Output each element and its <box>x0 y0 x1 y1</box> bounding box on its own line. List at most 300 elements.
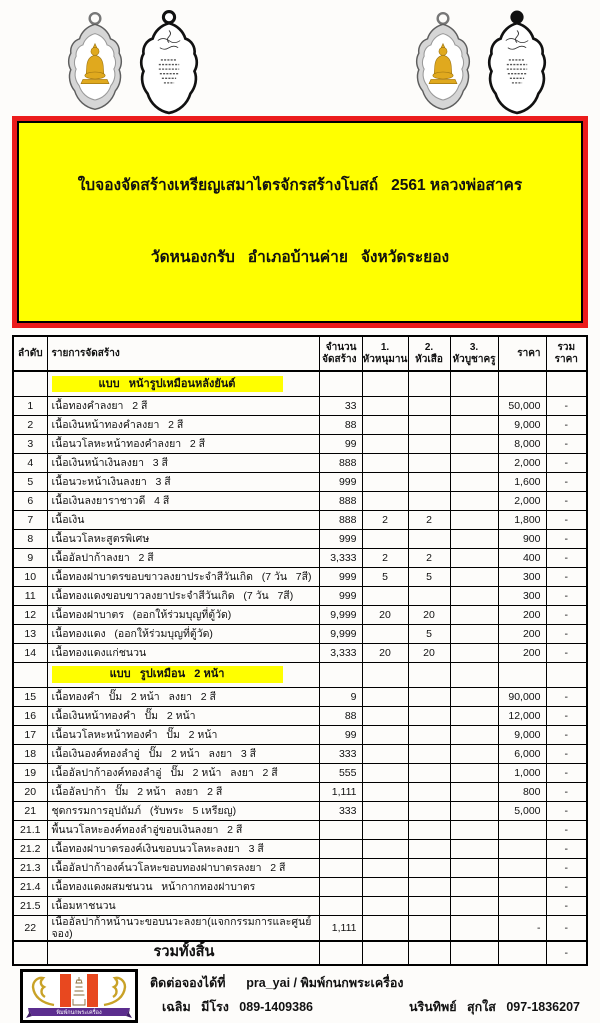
cell-item: พื้นนวโลหะองค์ทองลำอู่ขอบเงินลงยา 2 สี <box>47 820 319 839</box>
cell-c3 <box>450 586 498 605</box>
cell-c1 <box>362 472 408 491</box>
cell-total: - <box>546 396 587 415</box>
cell-no: 11 <box>13 586 47 605</box>
cell-price: 1,800 <box>498 510 546 529</box>
cell-no: 21 <box>13 801 47 820</box>
cell-price <box>498 820 546 839</box>
cell-qty: 9,999 <box>319 605 362 624</box>
cell-total: - <box>546 434 587 453</box>
cell-qty: 3,333 <box>319 643 362 662</box>
cell-no: 21.3 <box>13 858 47 877</box>
section-label: แบบ รูปเหมือน 2 หน้า <box>52 666 283 683</box>
cell-no: 9 <box>13 548 47 567</box>
cell-no: 21.4 <box>13 877 47 896</box>
item-row <box>13 687 587 706</box>
cell-c2 <box>408 396 450 415</box>
cell-c2 <box>408 453 450 472</box>
cell-qty: 1,111 <box>319 782 362 801</box>
cell-no: 22 <box>13 915 47 941</box>
cell-total: - <box>546 548 587 567</box>
cell-c1: 20 <box>362 643 408 662</box>
item-row <box>13 820 587 839</box>
cell-no: 12 <box>13 605 47 624</box>
cell-total: - <box>546 839 587 858</box>
item-row <box>13 643 587 662</box>
cell-price: 50,000 <box>498 396 546 415</box>
column-header-c1: 1. หัวหนุมาน <box>362 336 408 371</box>
cell-price: 800 <box>498 782 546 801</box>
item-row <box>13 510 587 529</box>
cell-c1 <box>362 415 408 434</box>
cell-no: 19 <box>13 763 47 782</box>
item-row <box>13 725 587 744</box>
cell-no: 14 <box>13 643 47 662</box>
cell-item: เนื้ออัลปาก้าลงยา 2 สี <box>47 548 319 567</box>
cell-c1 <box>362 896 408 915</box>
cell-total: - <box>546 782 587 801</box>
column-header-c2: 2. หัวเสือ <box>408 336 450 371</box>
cell-item: เนื้อทองแดงแก่ชนวน <box>47 643 319 662</box>
cell-c1 <box>362 820 408 839</box>
cell-item: เนื้อนวะหน้าเงินลงยา 3 สี <box>47 472 319 491</box>
cell-item: เนื้อเงินหน้าทองคำลงยา 2 สี <box>47 415 319 434</box>
cell-c1 <box>362 662 408 687</box>
cell-no: 21.5 <box>13 896 47 915</box>
cell-qty <box>319 820 362 839</box>
cell-qty: 333 <box>319 744 362 763</box>
contact-person-left: เฉลิม มีโรง 089-1409386 <box>162 999 313 1014</box>
cell-item: เนื้อเงินหน้าทองคำ ปั๊ม 2 หน้า <box>47 706 319 725</box>
cell-price: 12,000 <box>498 706 546 725</box>
cell-total: - <box>546 415 587 434</box>
cell-item: เนื้อทองแดงผสมชนวน หน้ากากทองฝาบาตร <box>47 877 319 896</box>
cell-c3 <box>450 472 498 491</box>
cell-c1 <box>362 858 408 877</box>
logo-ribbon-text: พิมพ์กนกพระเครื่อง <box>56 1009 102 1016</box>
cell-c3 <box>450 782 498 801</box>
cell-price: 2,000 <box>498 453 546 472</box>
cell-c3 <box>450 491 498 510</box>
cell-total: - <box>546 820 587 839</box>
item-row <box>13 744 587 763</box>
total-cell-price <box>498 941 546 965</box>
cell-qty <box>319 896 362 915</box>
cell-c1 <box>362 839 408 858</box>
cell-c2: 2 <box>408 510 450 529</box>
cell-c1 <box>362 801 408 820</box>
cell-c3 <box>450 896 498 915</box>
cell-c3 <box>450 706 498 725</box>
cell-c1: 2 <box>362 548 408 567</box>
cell-item: เนื้ออัลปาก้าองค์นวโลหะขอบทองฝาบาตรลงยา 2 สี <box>47 858 319 877</box>
item-row <box>13 586 587 605</box>
item-row <box>13 801 587 820</box>
cell-c2 <box>408 858 450 877</box>
cell-total: - <box>546 801 587 820</box>
cell-total: - <box>546 877 587 896</box>
cell-total: - <box>546 586 587 605</box>
item-row <box>13 396 587 415</box>
cell-total: - <box>546 567 587 586</box>
cell-c2: 20 <box>408 605 450 624</box>
item-row <box>13 915 587 941</box>
cell-c2 <box>408 820 450 839</box>
item-row <box>13 782 587 801</box>
cell-c1 <box>362 706 408 725</box>
cell-no: 7 <box>13 510 47 529</box>
item-row <box>13 896 587 915</box>
cell-price: 90,000 <box>498 687 546 706</box>
cell-c1 <box>362 915 408 941</box>
cell-price: 9,000 <box>498 415 546 434</box>
cell-qty: 33 <box>319 396 362 415</box>
cell-c3 <box>450 687 498 706</box>
cell-c2 <box>408 586 450 605</box>
cell-c2 <box>408 763 450 782</box>
cell-total: - <box>546 491 587 510</box>
cell-item: เนื้อเงินองค์ทองลำอู่ ปั๊ม 2 หน้า ลงยา 3 สี <box>47 744 319 763</box>
total-cell-c1 <box>362 941 408 965</box>
cell-total: - <box>546 510 587 529</box>
cell-price: 8,000 <box>498 434 546 453</box>
cell-item: เนื้อนวโลหะสูตรพิเศษ <box>47 529 319 548</box>
cell-price: 9,000 <box>498 725 546 744</box>
cell-c3 <box>450 662 498 687</box>
cell-c3 <box>450 548 498 567</box>
cell-c2: 20 <box>408 643 450 662</box>
cell-qty: 88 <box>319 415 362 434</box>
cell-item: เนื้อนวโลหะหน้าทองคำ ปั๊ม 2 หน้า <box>47 725 319 744</box>
item-row <box>13 453 587 472</box>
cell-total <box>546 371 587 396</box>
cell-no: 5 <box>13 472 47 491</box>
total-cell-item: รวมทั้งสิ้น <box>47 941 319 965</box>
cell-price: 900 <box>498 529 546 548</box>
cell-price: 300 <box>498 567 546 586</box>
item-row <box>13 624 587 643</box>
cell-c1 <box>362 453 408 472</box>
cell-item: เนื้อทองฝาบาตรขอบขาวลงยาประจำสีวันเกิด (7 วัน 7สี) <box>47 567 319 586</box>
cell-c1 <box>362 763 408 782</box>
cell-c3 <box>450 801 498 820</box>
column-header-c3: 3. หัวบูชาครู <box>450 336 498 371</box>
total-row <box>13 941 587 965</box>
cell-total: - <box>546 915 587 941</box>
cell-total: - <box>546 624 587 643</box>
cell-c3 <box>450 915 498 941</box>
cell-no: 3 <box>13 434 47 453</box>
contact-block <box>150 969 580 1017</box>
cell-c3 <box>450 763 498 782</box>
item-row <box>13 548 587 567</box>
cell-item: เนื้อทองคำ ปั๊ม 2 หน้า ลงยา 2 สี <box>47 687 319 706</box>
cell-c2 <box>408 782 450 801</box>
amulet-back-image <box>138 9 200 115</box>
item-row <box>13 706 587 725</box>
footer <box>0 966 600 1023</box>
cell-c3 <box>450 643 498 662</box>
header-row <box>13 336 587 371</box>
cell-c3 <box>450 744 498 763</box>
cell-item: เนื้อทองแดงขอบขาวลงยาประจำสีวันเกิด (7 วัน 7สี) <box>47 586 319 605</box>
cell-total: - <box>546 605 587 624</box>
cell-c3 <box>450 371 498 396</box>
cell-price: 200 <box>498 643 546 662</box>
cell-price <box>498 839 546 858</box>
cell-c2 <box>408 839 450 858</box>
cell-no: 4 <box>13 453 47 472</box>
cell-c1 <box>362 725 408 744</box>
cell-no: 1 <box>13 396 47 415</box>
cell-c2 <box>408 877 450 896</box>
cell-c1 <box>362 744 408 763</box>
cell-c1: 5 <box>362 567 408 586</box>
cell-qty <box>319 858 362 877</box>
cell-c2: 5 <box>408 624 450 643</box>
item-row <box>13 605 587 624</box>
amulet-front-image <box>66 9 124 113</box>
cell-c1 <box>362 434 408 453</box>
cell-c2 <box>408 491 450 510</box>
cell-total: - <box>546 896 587 915</box>
cell-total: - <box>546 687 587 706</box>
cell-no: 8 <box>13 529 47 548</box>
cell-c2 <box>408 896 450 915</box>
banner-line1: ใบจองจัดสร้างเหรียญเสมาไตรจักรสร้างโบสถ์ 2561 หลวงพ่อสาคร <box>77 177 523 195</box>
item-row <box>13 491 587 510</box>
cell-c1 <box>362 687 408 706</box>
cell-price <box>498 371 546 396</box>
item-row <box>13 763 587 782</box>
cell-qty: 1,111 <box>319 915 362 941</box>
cell-c3 <box>450 434 498 453</box>
column-header-price: ราคา <box>498 336 546 371</box>
cell-price: - <box>498 915 546 941</box>
item-row <box>13 858 587 877</box>
cell-price: 1,600 <box>498 472 546 491</box>
order-table <box>12 335 588 966</box>
cell-c3 <box>450 725 498 744</box>
title-banner <box>12 116 588 328</box>
cell-total: - <box>546 643 587 662</box>
cell-qty <box>319 371 362 396</box>
column-header-total: รวมราคา <box>546 336 587 371</box>
cell-qty: 888 <box>319 491 362 510</box>
cell-item: เนื้อนวโลหะหน้าทองคำลงยา 2 สี <box>47 434 319 453</box>
cell-c1: 2 <box>362 510 408 529</box>
cell-qty: 88 <box>319 706 362 725</box>
cell-item <box>47 371 319 396</box>
cell-qty <box>319 839 362 858</box>
cell-c2 <box>408 662 450 687</box>
total-cell-qty <box>319 941 362 965</box>
cell-item: เนื้ออัลปาก้าหน้านวะขอบนวะลงยา(แจกกรรมการและศูนย์จอง) <box>47 915 319 941</box>
cell-c1 <box>362 371 408 396</box>
cell-qty: 555 <box>319 763 362 782</box>
cell-price: 6,000 <box>498 744 546 763</box>
item-row <box>13 877 587 896</box>
cell-c2 <box>408 744 450 763</box>
cell-qty: 99 <box>319 725 362 744</box>
cell-total <box>546 662 587 687</box>
amulet-back-image <box>486 9 548 115</box>
cell-qty: 888 <box>319 453 362 472</box>
column-header-no: ลำดับ <box>13 336 47 371</box>
contact-person-right: นรินทิพย์ สุกใส 097-1836207 <box>408 999 580 1014</box>
item-row <box>13 529 587 548</box>
cell-c2 <box>408 371 450 396</box>
cell-c3 <box>450 820 498 839</box>
cell-item: เนื้อทองฝาบาตรองค์เงินขอบนวโลหะลงยา 3 สี <box>47 839 319 858</box>
cell-qty: 999 <box>319 567 362 586</box>
cell-item: เนื้ออัลปาก้า ปั๊ม 2 หน้า ลงยา 2 สี <box>47 782 319 801</box>
cell-c1 <box>362 782 408 801</box>
cell-c3 <box>450 415 498 434</box>
cell-no: 21.2 <box>13 839 47 858</box>
cell-item: เนื้อเงิน <box>47 510 319 529</box>
item-row <box>13 434 587 453</box>
cell-item: เนื้อมหาชนวน <box>47 896 319 915</box>
cell-no: 21.1 <box>13 820 47 839</box>
cell-price: 200 <box>498 605 546 624</box>
cell-c3 <box>450 529 498 548</box>
amulet-images-strip <box>0 0 600 112</box>
amulet-front-image <box>414 9 472 113</box>
cell-no: 20 <box>13 782 47 801</box>
cell-item: ชุดกรรมการอุปถัมภ์ (รับพระ 5 เหรียญ) <box>47 801 319 820</box>
total-cell-c2 <box>408 941 450 965</box>
cell-qty: 333 <box>319 801 362 820</box>
cell-item: เนื้อเงินหน้าเงินลงยา 3 สี <box>47 453 319 472</box>
cell-no <box>13 662 47 687</box>
item-row <box>13 415 587 434</box>
cell-price: 5,000 <box>498 801 546 820</box>
cell-total: - <box>546 453 587 472</box>
section-row <box>13 662 587 687</box>
cell-total: - <box>546 529 587 548</box>
item-row <box>13 567 587 586</box>
cell-c2 <box>408 434 450 453</box>
cell-c2: 5 <box>408 567 450 586</box>
cell-qty <box>319 662 362 687</box>
cell-qty: 999 <box>319 529 362 548</box>
total-cell-total: - <box>546 941 587 965</box>
cell-no: 13 <box>13 624 47 643</box>
cell-no <box>13 371 47 396</box>
cell-qty <box>319 877 362 896</box>
banner-line2: วัดหนองกรับ อำเภอบ้านค่าย จังหวัดระยอง <box>150 249 450 267</box>
cell-qty: 888 <box>319 510 362 529</box>
cell-c1: 20 <box>362 605 408 624</box>
cell-c2 <box>408 472 450 491</box>
cell-price: 2,000 <box>498 491 546 510</box>
cell-c3 <box>450 510 498 529</box>
cell-item <box>47 662 319 687</box>
cell-c3 <box>450 453 498 472</box>
cell-c2 <box>408 801 450 820</box>
column-header-item: รายการจัดสร้าง <box>47 336 319 371</box>
cell-c2 <box>408 415 450 434</box>
cell-total: - <box>546 725 587 744</box>
cell-c2 <box>408 706 450 725</box>
cell-price: 400 <box>498 548 546 567</box>
cell-c2 <box>408 725 450 744</box>
cell-qty: 9 <box>319 687 362 706</box>
cell-c3 <box>450 858 498 877</box>
cell-c1 <box>362 624 408 643</box>
cell-qty: 99 <box>319 434 362 453</box>
cell-qty: 3,333 <box>319 548 362 567</box>
cell-c2 <box>408 529 450 548</box>
cell-price: 200 <box>498 624 546 643</box>
cell-c1 <box>362 586 408 605</box>
column-header-qty: จำนวน จัดสร้าง <box>319 336 362 371</box>
cell-c1 <box>362 491 408 510</box>
cell-c1 <box>362 396 408 415</box>
cell-c2 <box>408 687 450 706</box>
cell-no: 16 <box>13 706 47 725</box>
cell-no: 15 <box>13 687 47 706</box>
cell-total: - <box>546 706 587 725</box>
cell-item: เนื้อทองฝาบาตร (ออกให้ร่วมบุญที่ตู้วัด) <box>47 605 319 624</box>
section-row <box>13 371 587 396</box>
cell-no: 18 <box>13 744 47 763</box>
cell-total: - <box>546 763 587 782</box>
cell-item: เนื้ออัลปาก้าองค์ทองลำอู่ ปั๊ม 2 หน้า ลงยา 2 สี <box>47 763 319 782</box>
cell-no: 17 <box>13 725 47 744</box>
cell-qty: 9,999 <box>319 624 362 643</box>
amulet-pair-right <box>414 9 548 110</box>
cell-no: 10 <box>13 567 47 586</box>
cell-price <box>498 877 546 896</box>
cell-c2 <box>408 915 450 941</box>
table-body <box>13 371 587 965</box>
cell-item: เนื้อทองแดง (ออกให้ร่วมบุญที่ตู้วัด) <box>47 624 319 643</box>
shop-logo <box>20 969 138 1023</box>
cell-c3 <box>450 396 498 415</box>
cell-qty: 999 <box>319 586 362 605</box>
cell-price <box>498 896 546 915</box>
cell-price: 1,000 <box>498 763 546 782</box>
cell-c3 <box>450 839 498 858</box>
cell-price: 300 <box>498 586 546 605</box>
cell-price <box>498 858 546 877</box>
contact-line1: ติดต่อจองได้ที่ pra_yai / พิมพ์กนกพระเครื่อง <box>150 975 404 990</box>
cell-c2: 2 <box>408 548 450 567</box>
cell-c1 <box>362 529 408 548</box>
cell-no: 6 <box>13 491 47 510</box>
total-cell-c3 <box>450 941 498 965</box>
cell-price <box>498 662 546 687</box>
cell-total: - <box>546 858 587 877</box>
cell-no: 2 <box>13 415 47 434</box>
cell-c3 <box>450 605 498 624</box>
cell-c3 <box>450 877 498 896</box>
cell-c3 <box>450 567 498 586</box>
cell-total: - <box>546 744 587 763</box>
cell-item: เนื้อเงินลงยาราชาวดี 4 สี <box>47 491 319 510</box>
cell-c3 <box>450 624 498 643</box>
cell-c1 <box>362 877 408 896</box>
item-row <box>13 839 587 858</box>
section-label: แบบ หน้ารูปเหมือนหลังยันต์ <box>52 376 283 393</box>
total-cell-no <box>13 941 47 965</box>
amulet-pair-left <box>66 9 200 110</box>
cell-item: เนื้อทองคำลงยา 2 สี <box>47 396 319 415</box>
cell-total: - <box>546 472 587 491</box>
item-row <box>13 472 587 491</box>
cell-qty: 999 <box>319 472 362 491</box>
